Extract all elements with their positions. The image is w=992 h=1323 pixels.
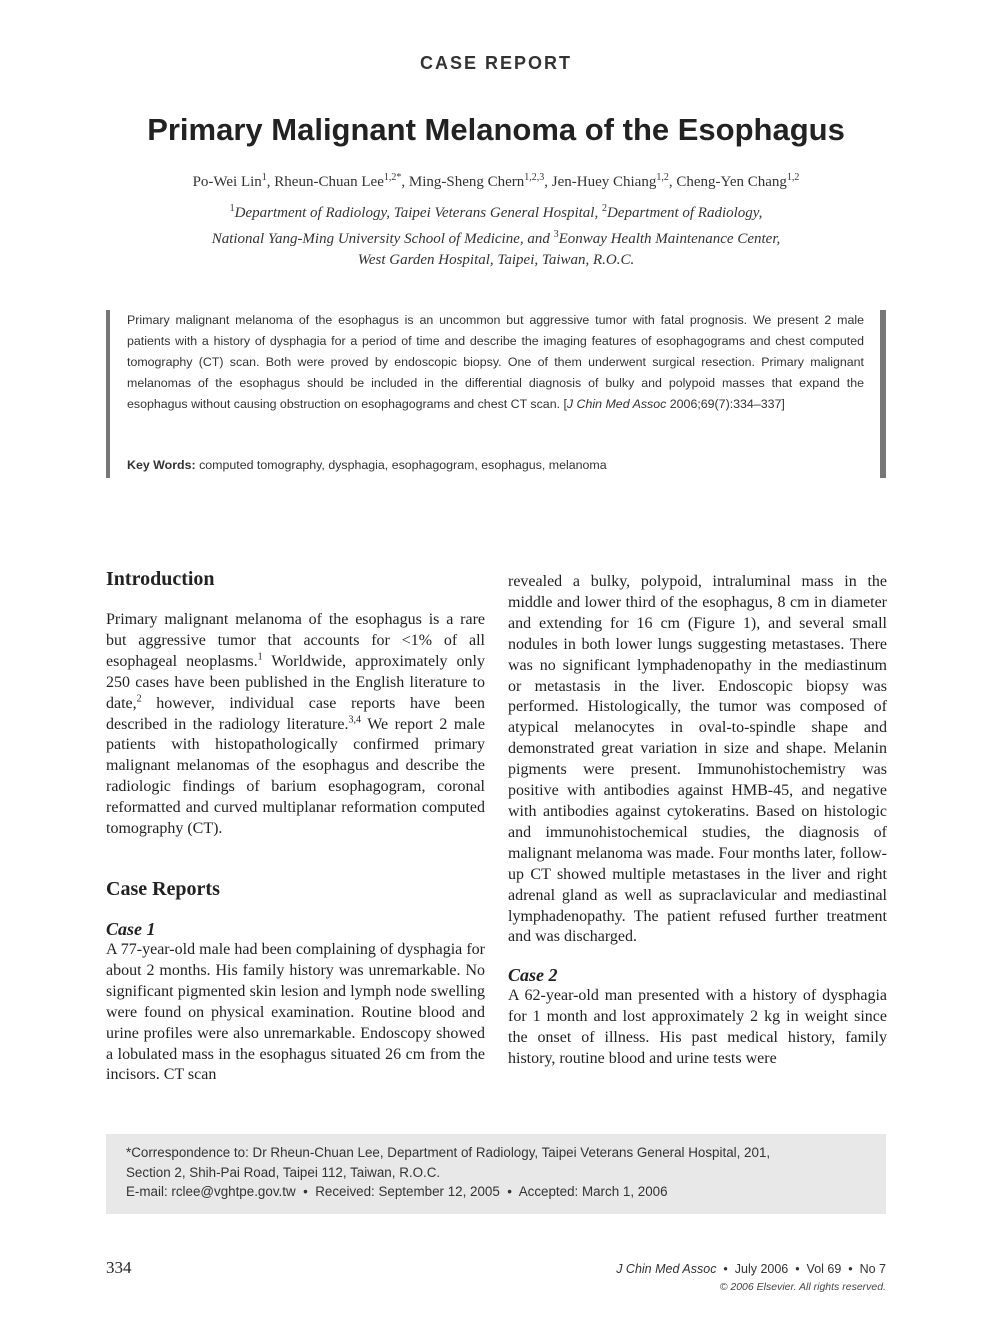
accepted-date: Accepted: March 1, 2006 xyxy=(518,1184,668,1199)
author-affiliation-mark: 1,2 xyxy=(786,172,800,183)
author-name: Jen-Huey Chiang xyxy=(551,174,657,190)
author-affiliation-mark: 1,2 xyxy=(656,172,669,183)
correspondence-line: *Correspondence to: Dr Rheun-Chuan Lee, Department of Radiology, Taipei Veterans General Hospital, 201, xyxy=(126,1145,771,1160)
author-name: Ming-Sheng Chern xyxy=(408,174,525,190)
issue-date: July 2006 xyxy=(734,1262,789,1276)
author-name: Po-Wei Lin xyxy=(192,174,262,190)
correspondence-line: Section 2, Shih-Pai Road, Taipei 112, Taiwan, R.O.C. xyxy=(126,1164,441,1180)
left-column xyxy=(106,568,485,1086)
article-title: Primary Malignant Melanoma of the Esophagus xyxy=(147,112,845,147)
correspondence-email: E-mail: rclee@vghtpe.gov.tw xyxy=(126,1184,296,1199)
journal-info: J Chin Med Assoc • July 2006 • Vol 69 • No 7 xyxy=(616,1262,886,1276)
affiliation-line: West Garden Hospital, Taipei, Taiwan, R.O.C. xyxy=(357,252,635,268)
keywords-list: computed tomography, dysphagia, esophagogram, esophagus, melanoma xyxy=(195,458,607,472)
author-name: Rheun-Chuan Lee xyxy=(274,174,384,190)
abstract-citation-journal: J Chin Med Assoc xyxy=(566,397,667,411)
author-affiliation-mark: 1,2* xyxy=(383,172,402,183)
case1-paragraph: A 77-year-old male had been complaining of dysphagia for about 2 months. His family history was unremarkable. No significant pigmented skin lesion and lymph node swelling were found on physical examination. Routine blood and urine profiles were also unremarkable. Endoscopy showed a lobulated mass in the esophagus situated 26 cm from the incisors. CT scan xyxy=(106,940,485,1084)
copyright: © 2006 Elsevier. All rights reserved. xyxy=(719,1281,886,1293)
affiliation-line: $^1$Department of Radiology, Taipei Veterans General Hospital, $^2$Department of Radiology, xyxy=(229,203,763,221)
correspondence-box xyxy=(106,1134,886,1214)
journal-name: J Chin Med Assoc xyxy=(616,1262,717,1276)
affiliations xyxy=(0,198,992,271)
case-reports-heading: Case Reports xyxy=(106,877,220,900)
introduction-paragraph: Primary malignant melanoma of the esophagus is a rare but aggressive tumor that accounts for <1% of all esophageal neoplasms.$^1$ Worldwide, approximately only 250 cases have been published in the English literature to date,$^2$ however, individual case reports have been described in the radiology literature.$^{3,4}$ We report 2 male patients with histopathologically confirmed primary malignant melanomas of the esophagus and describe the radiologic findings of barium esophagogram, coronal reformatted and curved multiplanar reformation computed tomography (CT). xyxy=(106,611,486,838)
author-name: Cheng-Yen Chang xyxy=(676,174,787,190)
keywords xyxy=(127,458,607,472)
author-list: Po-Wei Lin$^1$, Rheun-Chuan Lee$^{1,2*}$, Ming-Sheng Chern$^{1,2,3}$, Jen-Huey Chiang$^{1,2}$, Cheng-Yen Chang$^{1,2}$ xyxy=(192,172,800,190)
correspondence-dates: E-mail: rclee@vghtpe.gov.tw • Received: September 12, 2005 • Accepted: March 1, 2006 xyxy=(126,1184,668,1199)
section-label: CASE REPORT xyxy=(419,53,573,73)
abstract-text: Primary malignant melanoma of the esophagus is an uncommon but aggressive tumor with fatal prognosis. We present 2 male patients with a history of dysphagia for a period of time and describe the imaging features of esophagograms and chest computed tomography (CT) scan. Both were proved by endoscopic biopsy. One of them underwent surgical resection. Primary malignant melanomas of the esophagus should be included in the differential diagnosis of bulky and polypoid masses that expand the esophagus without causing obstruction on esophagograms and chest CT scan. [J Chin Med Assoc 2006;69(7):334–337] xyxy=(127,313,864,411)
affiliation-line: National Yang-Ming University School of Medicine, and $^3$Eonway Health Maintenance Center, xyxy=(211,229,781,247)
case1-continued-paragraph: revealed a bulky, polypoid, intraluminal mass in the middle and lower third of the esophagus, 8 cm in diameter and extending for 16 cm (Figure 1), and several small nodules in both lower lungs suggesting metastases. There was no significant lymphadenopathy in the mediastinum or metastasis in the liver. Endoscopic biopsy was performed. Histologically, the tumor was composed of atypical melanocytes in oval-to-spindle shape and demonstrated great variation in size and shape. Melanin pigments were present. Immunohistochemistry was positive with antibodies against HMB-45, and negative with antibodies against cytokeratins. Based on histologic and immunohistochemical studies, the diagnosis of malignant melanoma was made. Four months later, follow-up CT showed multiple metastases in the liver and right adrenal gland as well as supraclavicular and mediastinal lymphadenopathy. The patient refused further treatment and was discharged. xyxy=(508,573,887,946)
case1-heading: Case 1 xyxy=(106,918,156,939)
keywords-label: Key Words: xyxy=(127,458,196,472)
case2-heading: Case 2 xyxy=(508,965,558,986)
issue-number: No 7 xyxy=(859,1262,886,1276)
author-affiliation-mark: 1 xyxy=(261,172,267,183)
received-date: Received: September 12, 2005 xyxy=(315,1184,500,1199)
abstract-box xyxy=(106,310,886,478)
author-affiliation-mark: 1,2,3 xyxy=(524,172,545,183)
right-column xyxy=(508,572,887,1070)
introduction-heading: Introduction xyxy=(106,568,215,590)
page-number: 334 xyxy=(106,1258,132,1277)
case2-paragraph: A 62-year-old man presented with a history of dysphagia for 1 month and lost approximately 2 kg in weight since the onset of illness. His past medical history, family history, routine blood and urine tests were xyxy=(508,987,887,1068)
volume: Vol 69 xyxy=(806,1262,842,1276)
